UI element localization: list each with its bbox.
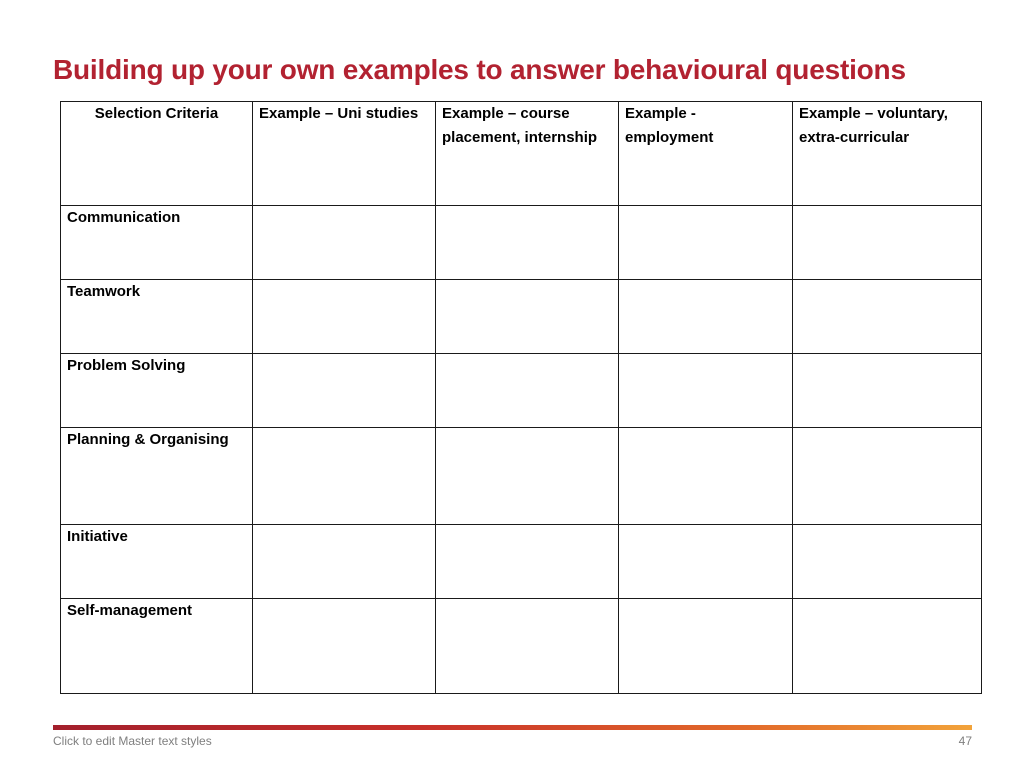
header-cell-uni-studies[interactable]: Example – Uni studies — [253, 102, 436, 206]
table-row — [61, 525, 982, 599]
example-cell[interactable] — [619, 206, 793, 280]
criterion-cell-initiative[interactable]: Initiative — [61, 525, 253, 599]
table-row — [61, 599, 982, 694]
example-cell[interactable] — [793, 599, 982, 694]
criterion-cell-communication[interactable]: Communication — [61, 206, 253, 280]
example-cell[interactable] — [253, 280, 436, 354]
example-cell[interactable] — [253, 428, 436, 525]
example-cell[interactable] — [436, 206, 619, 280]
criterion-cell-self-management[interactable]: Self-management — [61, 599, 253, 694]
table-row — [61, 354, 982, 428]
example-cell[interactable] — [253, 525, 436, 599]
example-cell[interactable] — [619, 428, 793, 525]
example-cell[interactable] — [619, 354, 793, 428]
table-row — [61, 206, 982, 280]
page-number: 47 — [958, 734, 972, 748]
footer-text[interactable]: Click to edit Master text styles — [53, 734, 212, 748]
header-cell-voluntary[interactable]: Example – voluntary, extra-curricular — [793, 102, 982, 206]
header-cell-course-placement[interactable]: Example – course placement, internship — [436, 102, 619, 206]
example-cell[interactable] — [436, 354, 619, 428]
example-cell[interactable] — [253, 206, 436, 280]
table-row — [61, 280, 982, 354]
example-cell[interactable] — [253, 599, 436, 694]
example-cell[interactable] — [436, 280, 619, 354]
example-cell[interactable] — [793, 206, 982, 280]
criterion-cell-problem-solving[interactable]: Problem Solving — [61, 354, 253, 428]
example-cell[interactable] — [793, 354, 982, 428]
header-cell-employment[interactable]: Example - employment — [619, 102, 793, 206]
example-cell[interactable] — [793, 280, 982, 354]
table-row — [61, 428, 982, 525]
example-cell[interactable] — [619, 599, 793, 694]
header-cell-selection-criteria[interactable]: Selection Criteria — [61, 102, 253, 206]
footer-accent-bar — [53, 725, 972, 730]
example-cell[interactable] — [619, 525, 793, 599]
criterion-cell-teamwork[interactable]: Teamwork — [61, 280, 253, 354]
example-cell[interactable] — [436, 599, 619, 694]
example-cell[interactable] — [619, 280, 793, 354]
example-cell[interactable] — [436, 525, 619, 599]
criterion-cell-planning-organising[interactable]: Planning & Organising — [61, 428, 253, 525]
example-cell[interactable] — [253, 354, 436, 428]
example-cell[interactable] — [793, 525, 982, 599]
slide-title[interactable]: Building up your own examples to answer behavioural questions — [53, 54, 906, 85]
example-cell[interactable] — [793, 428, 982, 525]
table-header-row — [61, 102, 982, 206]
selection-criteria-table — [60, 101, 982, 694]
example-cell[interactable] — [436, 428, 619, 525]
